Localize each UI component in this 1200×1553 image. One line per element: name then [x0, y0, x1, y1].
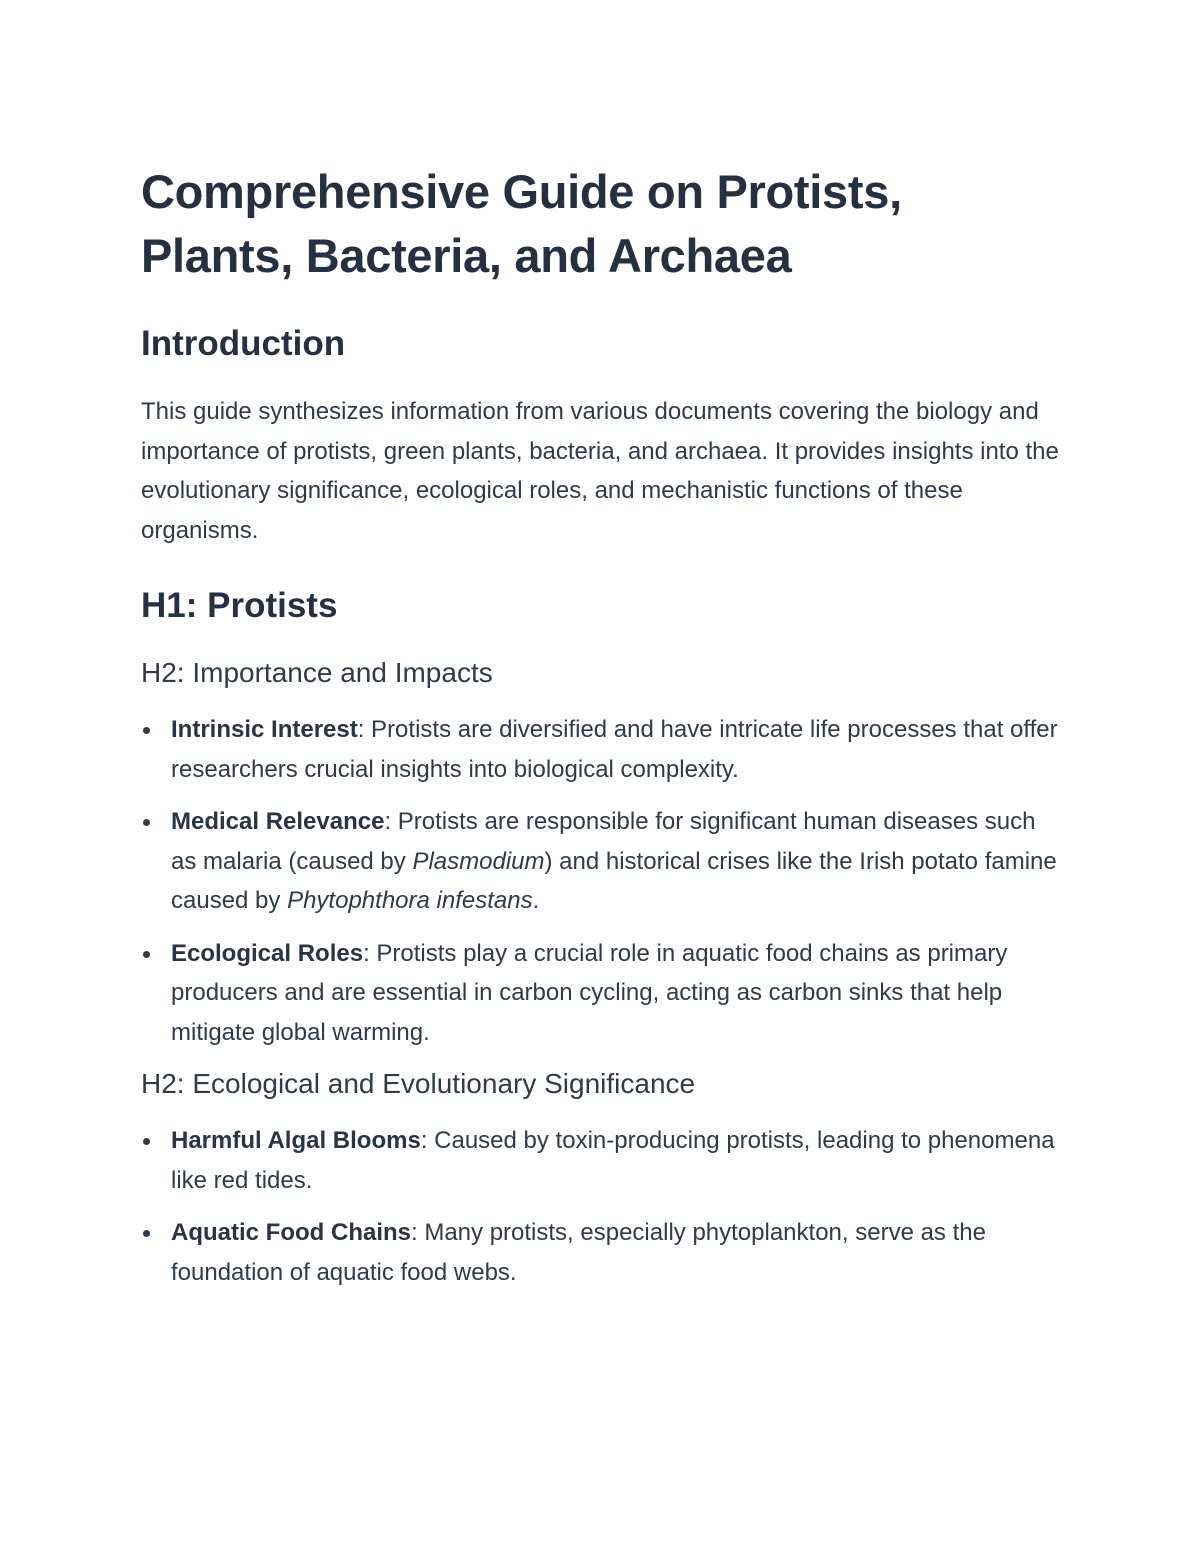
importance-impacts-heading: H2: Importance and Impacts	[141, 657, 493, 688]
list-item-label: Medical Relevance	[171, 808, 385, 835]
list-item-label: Harmful Algal Blooms	[171, 1127, 421, 1154]
list-item-text: : Protists are responsible for significant human diseases such as malaria (caused by	[171, 808, 1036, 875]
list-item-label: Ecological Roles	[171, 939, 364, 967]
ecological-evolutionary-list	[141, 1121, 1061, 1292]
importance-impacts-list	[141, 710, 1061, 1052]
list-item	[141, 710, 1061, 789]
list-item	[141, 1121, 1061, 1200]
list-item	[141, 802, 1061, 921]
bullet-icon	[143, 951, 150, 958]
introduction-paragraph: This guide synthesizes information from various documents covering the biology and importance of protists, green plants, bacteria, and archaea. It provides insights into the evolutionary significance, ecological roles, and mechanistic functions of these organisms.	[141, 398, 1059, 544]
list-item-text: : Protists are diversified and have intricate life processes that offer researchers crucial insights into biological complexity.	[171, 716, 1058, 783]
bullet-icon	[143, 1138, 150, 1145]
bullet-icon	[143, 1230, 150, 1237]
list-item-label: Intrinsic Interest	[171, 716, 358, 743]
ecological-evolutionary-heading: H2: Ecological and Evolutionary Significance	[141, 1068, 696, 1099]
list-item-text: : Protists play a crucial role in aquatic food chains as primary producers and are essential in carbon cycling, acting as carbon sinks that help mitigate global warming.	[171, 939, 1008, 1046]
protists-heading: H1: Protists	[141, 586, 338, 625]
list-item	[141, 1213, 1061, 1292]
list-item-text: : Many protists, especially phytoplankton, serve as the foundation of aquatic food webs.	[171, 1219, 986, 1286]
bullet-icon	[143, 819, 150, 826]
species-name: Plasmodium	[412, 847, 545, 875]
document-title: Comprehensive Guide on Protists, Plants, Bacteria, and Archaea	[141, 165, 902, 282]
list-item-text: ) and historical crises like the Irish potato famine caused by	[171, 847, 1057, 914]
species-name: Phytophthora infestans	[287, 887, 533, 914]
list-item-text: : Caused by toxin-producing protists, leading to phenomena like red tides.	[171, 1127, 1055, 1194]
list-item-text: .	[532, 887, 540, 914]
bullet-icon	[143, 727, 150, 734]
introduction-heading: Introduction	[141, 324, 346, 363]
list-item-label: Aquatic Food Chains	[171, 1219, 411, 1246]
list-item	[141, 934, 1061, 1053]
document-page	[141, 160, 1061, 1305]
